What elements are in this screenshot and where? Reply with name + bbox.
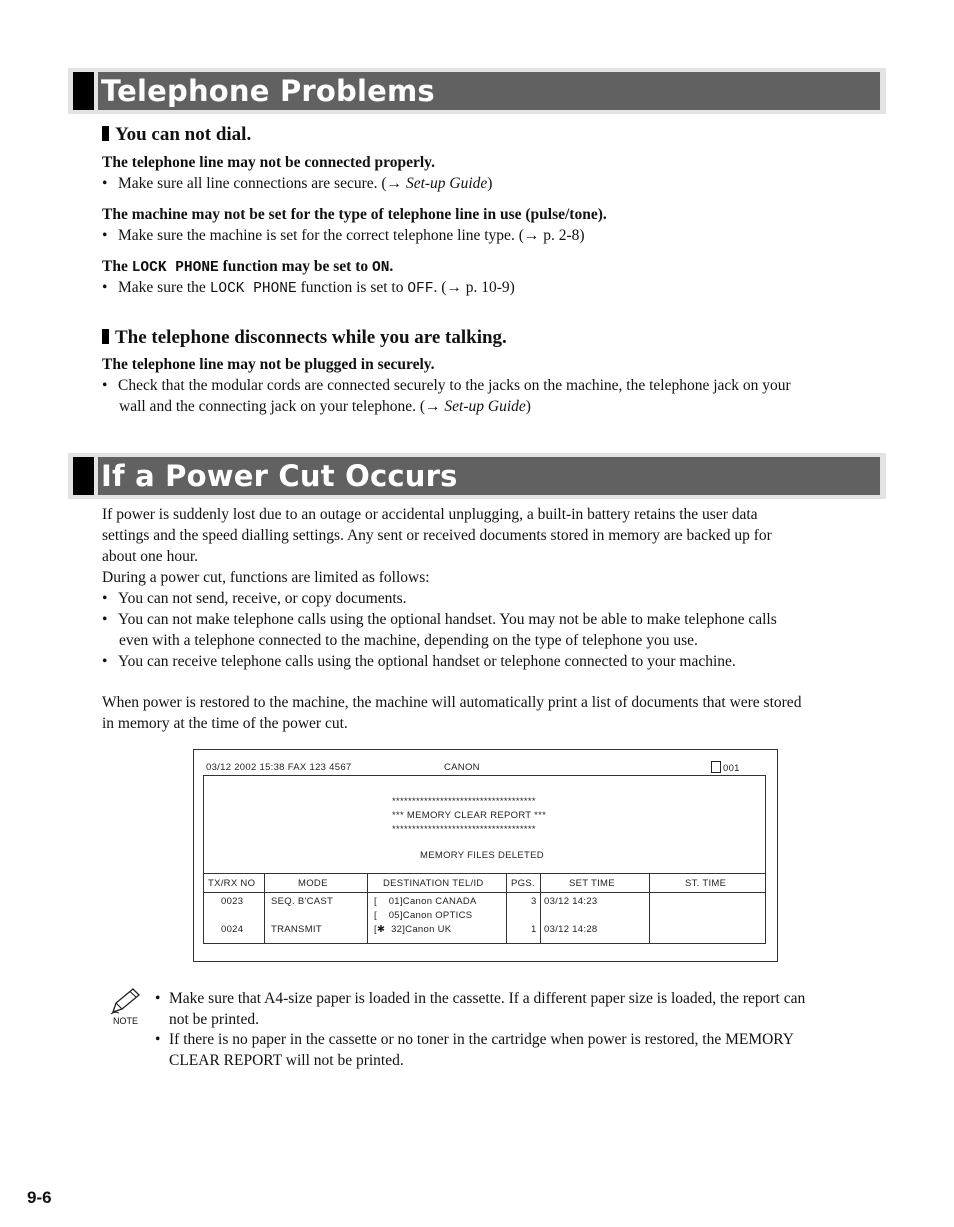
column-header: ST. TIME [685,878,727,889]
remedy-line-connections: • Make sure all line connections are secure. (→ Set-up Guide) [102,175,493,192]
pencil-icon [109,986,143,1016]
table-cell: [ 01]Canon CANADA [374,896,477,907]
table-cell: 1 [531,924,537,935]
list-item: • You can not make telephone calls using the optional handset. You may not be able to make telephone calls [102,611,777,628]
column-divider [506,873,507,943]
document-icon [711,761,721,773]
column-divider [367,873,368,943]
report-stars: ************************************ [392,824,536,835]
cause-line-type: The machine may not be set for the type of telephone line in use (pulse/tone). [102,206,607,223]
note-item: • Make sure that A4-size paper is loaded in the cassette. If a different paper size is loaded, the report can [155,990,806,1007]
note-item-cont: CLEAR REPORT will not be printed. [169,1052,404,1069]
remedy-line-type: • Make sure the machine is set for the correct telephone line type. (→ p. 2-8) [102,227,585,244]
remedy-lock-phone: • Make sure the LOCK PHONE function is set to OFF. (→ p. 10-9) [102,279,515,297]
cause-not-plugged: The telephone line may not be plugged in securely. [102,356,435,373]
section-title: If a Power Cut Occurs [101,459,458,493]
square-bullet-icon [102,126,109,141]
column-divider [264,873,265,943]
table-divider [204,892,765,893]
table-cell: 03/12 14:23 [544,896,598,907]
table-cell: TRANSMIT [271,924,322,935]
table-cell: [ 05]Canon OPTICS [374,910,473,921]
note-item-cont: not be printed. [169,1011,259,1028]
banner-marker [73,457,94,495]
banner-bar [98,72,880,110]
banner-marker [73,72,94,110]
list-item: • You can receive telephone calls using the optional handset or telephone connected to your machine. [102,653,736,670]
memory-clear-report [193,749,778,962]
cause-line-not-connected: The telephone line may not be connected properly. [102,154,435,171]
note-item: • If there is no paper in the cassette or no toner in the cartridge when power is restored, the MEMORY [155,1031,794,1048]
report-header-center: CANON [444,762,480,773]
paragraph-line: in memory at the time of the power cut. [102,715,348,732]
remedy-modular-cords: • Check that the modular cords are connected securely to the jacks on the machine, the telephone jack on your [102,377,791,394]
section-banner-telephone-problems [68,68,886,114]
list-item-cont: even with a telephone connected to the machine, depending on the type of telephone you use. [119,632,698,649]
report-title: *** MEMORY CLEAR REPORT *** [392,810,547,821]
paragraph-line: If power is suddenly lost due to an outage or accidental unplugging, a built-in battery retains the user data [102,506,758,523]
banner-bar [98,457,880,495]
section-banner-power-cut [68,453,886,499]
table-divider [204,873,765,874]
subheading-cannot-dial: You can not dial. [102,124,251,146]
paragraph-line: settings and the speed dialling settings. Any sent or received documents stored in memory are backed up for [102,527,772,544]
report-header-right: 001 [711,761,740,774]
table-cell: SEQ. B'CAST [271,896,334,907]
note-label: NOTE [113,1016,139,1026]
paragraph-line: During a power cut, functions are limited as follows: [102,569,430,586]
table-cell: 0024 [221,924,244,935]
subheading-disconnects: The telephone disconnects while you are talking. [102,327,507,349]
report-body [203,775,766,944]
table-cell: 3 [531,896,537,907]
column-header: SET TIME [569,878,615,889]
page-number: 9-6 [27,1188,52,1207]
table-cell: [✱ 32]Canon UK [374,924,452,935]
table-cell: 03/12 14:28 [544,924,598,935]
table-cell: 0023 [221,896,244,907]
note-icon [109,986,143,1028]
report-deleted-label: MEMORY FILES DELETED [420,850,544,861]
report-stars: ************************************ [392,796,536,807]
report-header-left: 03/12 2002 15:38 FAX 123 4567 [206,762,352,773]
column-divider [540,873,541,943]
paragraph-line: about one hour. [102,548,198,565]
column-header: DESTINATION TEL/ID [383,878,484,889]
column-header: MODE [298,878,328,889]
column-divider [649,873,650,943]
column-header: PGS. [511,878,535,889]
cause-lock-phone: The LOCK PHONE function may be set to ON. [102,258,394,276]
list-item: • You can not send, receive, or copy documents. [102,590,407,607]
square-bullet-icon [102,329,109,344]
paragraph-line: When power is restored to the machine, the machine will automatically print a list of documents that were stored [102,694,802,711]
remedy-modular-cords-cont: wall and the connecting jack on your telephone. (→ Set-up Guide) [119,398,531,415]
section-title: Telephone Problems [101,74,435,108]
column-header: TX/RX NO [208,878,256,889]
